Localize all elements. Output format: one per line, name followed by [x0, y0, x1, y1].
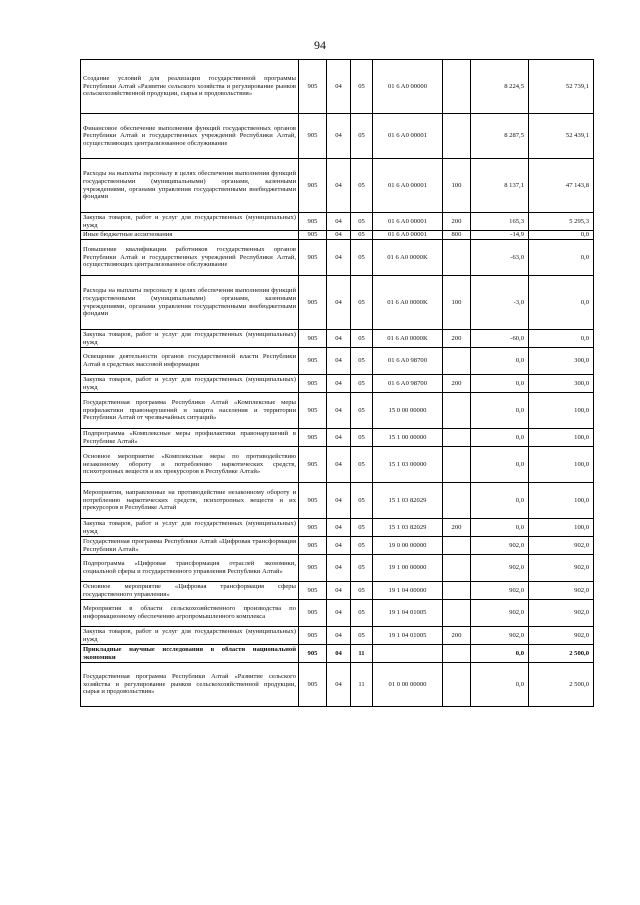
section-code: 04 [327, 240, 351, 276]
subsection-code: 05 [351, 114, 373, 159]
section-code: 04 [327, 519, 351, 537]
amount-2: 0,0 [529, 231, 594, 240]
admin-code: 905 [299, 114, 327, 159]
admin-code: 905 [299, 483, 327, 519]
row-name: Закупка товаров, работ и услуг для государственных (муниципальных) нужд [81, 330, 299, 348]
admin-code: 905 [299, 159, 327, 213]
row-name: Подпрограмма «Комплексные меры профилактики правонарушений в Республике Алтай» [81, 429, 299, 447]
amount-1: 8 224,5 [471, 60, 529, 114]
target-article: 01 6 A0 00000 [373, 60, 443, 114]
target-article: 19 0 00 00000 [373, 537, 443, 555]
amount-2: 100,0 [529, 429, 594, 447]
row-name: Мероприятия, направленные на противодействие незаконному обороту и потреблению наркотических средств, психотропных веществ и их прекурсоров в Республике Алтай [81, 483, 299, 519]
table-row [81, 537, 594, 555]
table-row [81, 276, 594, 330]
amount-1: 165,3 [471, 213, 529, 231]
section-code: 04 [327, 60, 351, 114]
expense-type [443, 645, 471, 663]
amount-2: 47 143,8 [529, 159, 594, 213]
row-name: Расходы на выплаты персоналу в целях обеспечения выполнения функций государственными (муниципальными) органами, казенными учреждениями, органами управления государственными внебюджетными фондами [81, 276, 299, 330]
section-code: 04 [327, 429, 351, 447]
subsection-code: 05 [351, 60, 373, 114]
budget-table-body [81, 60, 594, 707]
table-row [81, 114, 594, 159]
row-name: Государственная программа Республики Алтай «Развитие сельского хозяйства и регулирование рынков сельскохозяйственной продукции, сырья и продовольствия» [81, 663, 299, 707]
admin-code: 905 [299, 537, 327, 555]
target-article: 01 6 A0 0000K [373, 240, 443, 276]
table-row [81, 663, 594, 707]
amount-1: -60,0 [471, 330, 529, 348]
section-code: 04 [327, 159, 351, 213]
target-article [373, 645, 443, 663]
admin-code: 905 [299, 600, 327, 627]
subsection-code: 05 [351, 483, 373, 519]
target-article: 19 1 00 00000 [373, 555, 443, 582]
row-name: Государственная программа Республики Алтай «Цифровая трансформация Республики Алтай» [81, 537, 299, 555]
admin-code: 905 [299, 447, 327, 483]
amount-1: 0,0 [471, 348, 529, 375]
subsection-code: 05 [351, 555, 373, 582]
subsection-code: 05 [351, 213, 373, 231]
subsection-code: 05 [351, 537, 373, 555]
amount-2: 0,0 [529, 276, 594, 330]
table-row [81, 330, 594, 348]
target-article: 15 1 03 82029 [373, 519, 443, 537]
amount-2: 300,0 [529, 375, 594, 393]
amount-2: 902,0 [529, 600, 594, 627]
subsection-code: 05 [351, 330, 373, 348]
table-row [81, 429, 594, 447]
row-name: Закупка товаров, работ и услуг для государственных (муниципальных) нужд [81, 213, 299, 231]
amount-2: 902,0 [529, 555, 594, 582]
amount-1: 0,0 [471, 663, 529, 707]
subsection-code: 05 [351, 600, 373, 627]
expense-type: 200 [443, 213, 471, 231]
amount-2: 100,0 [529, 519, 594, 537]
amount-1: 902,0 [471, 537, 529, 555]
subsection-code: 05 [351, 429, 373, 447]
subsection-code: 05 [351, 240, 373, 276]
target-article: 01 0 00 00000 [373, 663, 443, 707]
expense-type [443, 60, 471, 114]
expense-type [443, 240, 471, 276]
section-code: 04 [327, 555, 351, 582]
target-article: 01 6 A0 0000K [373, 330, 443, 348]
amount-1: 0,0 [471, 447, 529, 483]
amount-1: 902,0 [471, 582, 529, 600]
row-name: Освещение деятельности органов государственной власти Республики Алтай в средствах массовой информации [81, 348, 299, 375]
admin-code: 905 [299, 330, 327, 348]
subsection-code: 05 [351, 348, 373, 375]
subsection-code: 05 [351, 582, 373, 600]
section-code: 04 [327, 483, 351, 519]
amount-1: 0,0 [471, 429, 529, 447]
target-article: 19 1 04 01005 [373, 600, 443, 627]
section-code: 04 [327, 276, 351, 330]
subsection-code: 11 [351, 663, 373, 707]
amount-2: 2 500,0 [529, 663, 594, 707]
amount-2: 5 295,3 [529, 213, 594, 231]
admin-code: 905 [299, 375, 327, 393]
amount-2: 0,0 [529, 330, 594, 348]
target-article: 15 1 00 00000 [373, 429, 443, 447]
budget-table [80, 59, 594, 707]
row-name: Повышение квалификации работников государственных органов Республики Алтай и государственных учреждений Республики Алтай, осуществляющих централизованное обслуживание [81, 240, 299, 276]
amount-2: 100,0 [529, 447, 594, 483]
row-name: Закупка товаров, работ и услуг для государственных (муниципальных) нужд [81, 627, 299, 645]
row-name: Государственная программа Республики Алтай «Комплексные меры профилактики правонарушений и защита населения и территории Республики Алтай от чрезвычайных ситуаций» [81, 393, 299, 429]
amount-1: -63,0 [471, 240, 529, 276]
admin-code: 905 [299, 60, 327, 114]
section-code: 04 [327, 627, 351, 645]
amount-2: 52 439,1 [529, 114, 594, 159]
subsection-code: 05 [351, 447, 373, 483]
table-row [81, 393, 594, 429]
table-row [81, 600, 594, 627]
expense-type [443, 582, 471, 600]
section-code: 04 [327, 213, 351, 231]
expense-type: 200 [443, 330, 471, 348]
subsection-code: 05 [351, 276, 373, 330]
admin-code: 905 [299, 231, 327, 240]
admin-code: 905 [299, 627, 327, 645]
target-article: 15 1 03 00000 [373, 447, 443, 483]
amount-1: 0,0 [471, 645, 529, 663]
subsection-code: 11 [351, 645, 373, 663]
amount-2: 902,0 [529, 537, 594, 555]
section-code: 04 [327, 231, 351, 240]
amount-1: 8 137,1 [471, 159, 529, 213]
row-name: Иные бюджетные ассигнования [81, 231, 299, 240]
table-row [81, 519, 594, 537]
table-row [81, 60, 594, 114]
section-code: 04 [327, 114, 351, 159]
admin-code: 905 [299, 213, 327, 231]
row-name: Прикладные научные исследования в области национальной экономики [81, 645, 299, 663]
section-code: 04 [327, 375, 351, 393]
expense-type [443, 429, 471, 447]
expense-type [443, 393, 471, 429]
expense-type [443, 483, 471, 519]
amount-2: 902,0 [529, 627, 594, 645]
expense-type: 200 [443, 375, 471, 393]
expense-type [443, 447, 471, 483]
target-article: 15 1 03 82029 [373, 483, 443, 519]
admin-code: 905 [299, 429, 327, 447]
table-row [81, 555, 594, 582]
amount-1: 902,0 [471, 555, 529, 582]
section-code: 04 [327, 447, 351, 483]
amount-2: 902,0 [529, 582, 594, 600]
target-article: 01 6 A0 98700 [373, 375, 443, 393]
row-name: Закупка товаров, работ и услуг для государственных (муниципальных) нужд [81, 519, 299, 537]
table-row [81, 348, 594, 375]
expense-type: 100 [443, 276, 471, 330]
table-row [81, 582, 594, 600]
subsection-code: 05 [351, 159, 373, 213]
row-name: Мероприятия в области сельскохозяйственного производства по информационному обеспечению агропромышленного комплекса [81, 600, 299, 627]
table-row [81, 213, 594, 231]
table-row [81, 159, 594, 213]
row-name: Закупка товаров, работ и услуг для государственных (муниципальных) нужд [81, 375, 299, 393]
subsection-code: 05 [351, 231, 373, 240]
amount-2: 300,0 [529, 348, 594, 375]
table-row [81, 447, 594, 483]
expense-type: 200 [443, 519, 471, 537]
expense-type: 100 [443, 159, 471, 213]
subsection-code: 05 [351, 627, 373, 645]
expense-type [443, 114, 471, 159]
admin-code: 905 [299, 645, 327, 663]
expense-type [443, 663, 471, 707]
target-article: 01 6 A0 00001 [373, 114, 443, 159]
table-row [81, 231, 594, 240]
target-article: 15 0 00 00000 [373, 393, 443, 429]
expense-type [443, 537, 471, 555]
target-article: 01 6 A0 00001 [373, 213, 443, 231]
section-code: 04 [327, 663, 351, 707]
amount-1: 0,0 [471, 483, 529, 519]
table-row [81, 240, 594, 276]
section-code: 04 [327, 330, 351, 348]
admin-code: 905 [299, 348, 327, 375]
amount-2: 100,0 [529, 393, 594, 429]
row-name: Основное мероприятие «Комплексные меры по противодействию незаконному обороту и потреблению наркотических средств, психотропных веществ и их прекурсоров в Республике Алтай» [81, 447, 299, 483]
expense-type [443, 348, 471, 375]
amount-1: 8 287,5 [471, 114, 529, 159]
target-article: 19 1 04 00000 [373, 582, 443, 600]
target-article: 01 6 A0 00001 [373, 159, 443, 213]
row-name: Расходы на выплаты персоналу в целях обеспечения выполнения функций государственными (муниципальными) органами, казенными учреждениями, органами управления государственными внебюджетными фондами [81, 159, 299, 213]
amount-1: 0,0 [471, 393, 529, 429]
admin-code: 905 [299, 276, 327, 330]
admin-code: 905 [299, 663, 327, 707]
expense-type: 800 [443, 231, 471, 240]
section-code: 04 [327, 393, 351, 429]
table-row [81, 483, 594, 519]
amount-2: 52 739,1 [529, 60, 594, 114]
target-article: 01 6 A0 00001 [373, 231, 443, 240]
subsection-code: 05 [351, 519, 373, 537]
amount-2: 0,0 [529, 240, 594, 276]
table-row [81, 375, 594, 393]
row-name: Создание условий для реализации государственной программы Республики Алтай «Развитие сельского хозяйства и регулирование рынков сельскохозяйственной продукции, сырья и продовольствия» [81, 60, 299, 114]
row-name: Основное мероприятие «Цифровая трансформация сферы государственного управления» [81, 582, 299, 600]
table-row [81, 645, 594, 663]
target-article: 01 6 A0 0000K [373, 276, 443, 330]
section-code: 04 [327, 582, 351, 600]
section-code: 04 [327, 645, 351, 663]
row-name: Подпрограмма «Цифровая трансформация отраслей экономики, социальной сферы и государственного управления Республики Алтай» [81, 555, 299, 582]
amount-2: 100,0 [529, 483, 594, 519]
amount-1: 0,0 [471, 519, 529, 537]
target-article: 19 1 04 01005 [373, 627, 443, 645]
admin-code: 905 [299, 519, 327, 537]
section-code: 04 [327, 537, 351, 555]
expense-type [443, 600, 471, 627]
row-name: Финансовое обеспечение выполнения функций государственных органов Республики Алтай и государственных учреждений Республики Алтай, осуществляющих централизованное обслуживание [81, 114, 299, 159]
page-number: 94 [314, 38, 326, 52]
admin-code: 905 [299, 393, 327, 429]
admin-code: 905 [299, 240, 327, 276]
amount-1: -14,9 [471, 231, 529, 240]
subsection-code: 05 [351, 375, 373, 393]
subsection-code: 05 [351, 393, 373, 429]
expense-type [443, 555, 471, 582]
amount-2: 2 500,0 [529, 645, 594, 663]
amount-1: -3,0 [471, 276, 529, 330]
amount-1: 902,0 [471, 600, 529, 627]
amount-1: 0,0 [471, 375, 529, 393]
section-code: 04 [327, 348, 351, 375]
admin-code: 905 [299, 582, 327, 600]
section-code: 04 [327, 600, 351, 627]
admin-code: 905 [299, 555, 327, 582]
table-row [81, 627, 594, 645]
expense-type: 200 [443, 627, 471, 645]
target-article: 01 6 A0 98700 [373, 348, 443, 375]
amount-1: 902,0 [471, 627, 529, 645]
